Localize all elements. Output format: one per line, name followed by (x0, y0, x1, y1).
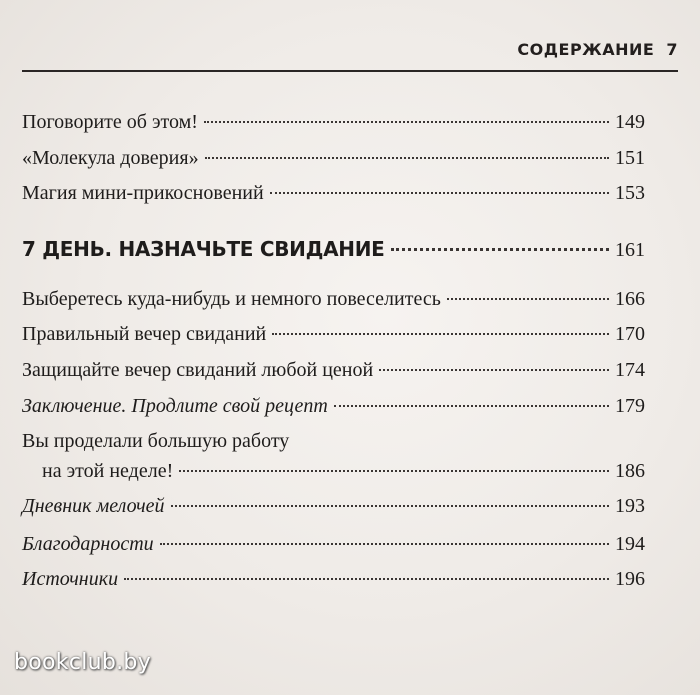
toc-entry-title-line2: на этой неделе! (42, 460, 174, 482)
toc-entry-page: 151 (615, 147, 645, 169)
header-rule (22, 70, 678, 72)
toc-entry-title: Правильный вечер свиданий (22, 323, 267, 345)
toc-entry-page: 166 (615, 288, 645, 310)
toc-entry-title: Благодарности (22, 533, 154, 555)
toc-entry (22, 146, 645, 170)
toc-leader-dots (391, 248, 609, 251)
toc-leader-dots (124, 578, 609, 580)
toc-entry-title: Дневник мелочей (22, 495, 165, 517)
toc-entry-title: Источники (22, 568, 119, 590)
chapter-title: 7 ДЕНЬ. НАЗНАЧЬТЕ СВИДАНИЕ (22, 237, 385, 261)
toc-entry (22, 110, 645, 134)
toc-leader-dots (160, 543, 609, 545)
toc-entry-page: 149 (615, 111, 645, 133)
toc-leader-dots (204, 121, 609, 123)
toc-entry-page: 194 (615, 533, 645, 555)
toc-entry-page: 186 (615, 460, 645, 482)
toc-entry-title: Поговорите об этом! (22, 111, 198, 133)
toc-entry-page: 179 (615, 395, 645, 417)
toc-entry-page: 170 (615, 323, 645, 345)
toc-entry-title: Выберетесь куда-нибудь и немного повеселитесь (22, 288, 441, 310)
toc-entry-page: 153 (615, 182, 645, 204)
watermark: bookclub.by (14, 650, 152, 675)
toc-entry (22, 322, 645, 346)
toc-entry (42, 459, 645, 483)
toc-chapter-entry (22, 237, 645, 262)
toc-entry-title: Защищайте вечер свиданий любой ценой (22, 359, 374, 381)
toc-entry-title-line1: Вы проделали большую работу (22, 430, 290, 452)
toc-entry (22, 494, 645, 518)
toc-entry-title: «Молекула доверия» (22, 147, 199, 169)
toc-entry (22, 358, 645, 382)
toc-entry (22, 394, 645, 418)
toc-entry-title: Магия мини-прикосновений (22, 182, 264, 204)
header-page-number: 7 (666, 40, 678, 59)
toc-leader-dots (272, 333, 609, 335)
toc-entry (22, 181, 645, 205)
toc-leader-dots (205, 157, 609, 159)
toc-leader-dots (270, 192, 609, 194)
toc-leader-dots (171, 505, 610, 507)
toc-entry-page: 174 (615, 359, 645, 381)
toc-entry-title: Заключение. Продлите свой рецепт (22, 395, 328, 417)
toc-entry (22, 567, 645, 591)
toc-entry (22, 532, 645, 556)
toc-leader-dots (379, 369, 609, 371)
toc-leader-dots (334, 405, 609, 407)
toc-entry-page: 161 (615, 239, 645, 261)
toc-entry (22, 287, 645, 311)
toc-entry-page: 193 (615, 495, 645, 517)
toc-leader-dots (179, 470, 609, 472)
header-title: СОДЕРЖАНИЕ (517, 40, 655, 59)
toc-leader-dots (447, 298, 609, 300)
toc-entry-page: 196 (615, 568, 645, 590)
running-header (22, 40, 678, 59)
